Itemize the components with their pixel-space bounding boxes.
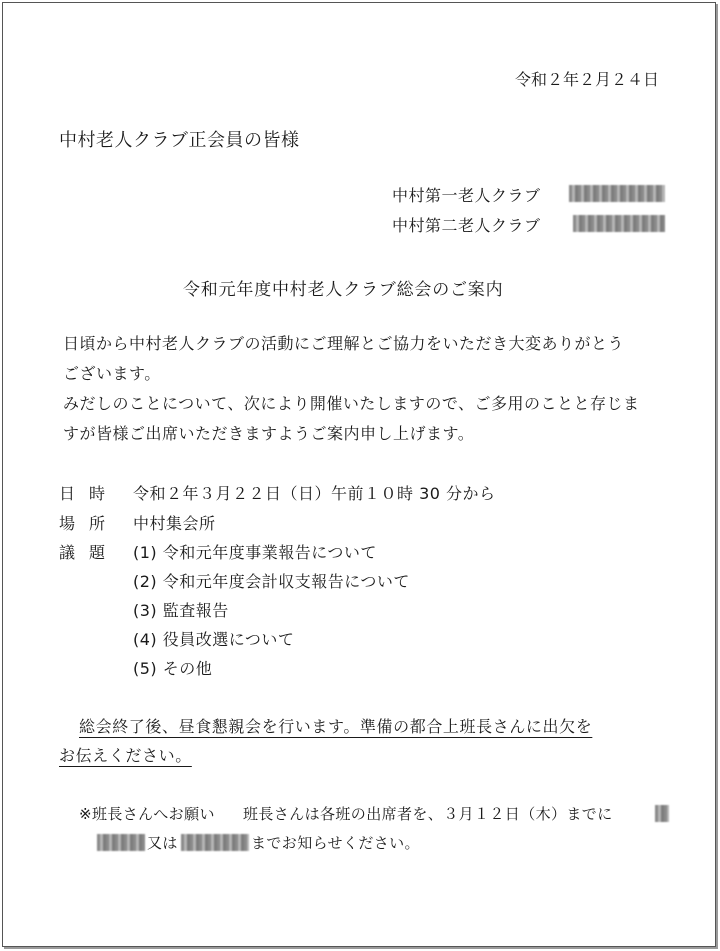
- agenda-item-4: (4) 役員改選について: [133, 630, 295, 649]
- datetime-value: 令和２年３月２２日（日）午前１０時 30 分から: [133, 484, 496, 503]
- footer-note-text: 班長さんは各班の出席者を、３月１２日（木）までに: [243, 805, 613, 823]
- redacted-name-1: [569, 185, 665, 202]
- datetime-label: 日時: [59, 484, 120, 503]
- footer-note-prefix: ※班長さんへお願い: [79, 805, 215, 823]
- agenda-item-3: (3) 監査報告: [133, 601, 229, 620]
- agenda-item-1: (1) 令和元年度事業報告について: [133, 543, 377, 562]
- body-line-1: 日頃から中村老人クラブの活動にご理解とご協力をいただき大変ありがとう: [63, 334, 625, 353]
- agenda-label: 議題: [59, 543, 120, 562]
- place-value: 中村集会所: [133, 514, 216, 533]
- document-page: [2, 2, 716, 947]
- body-line-3: みだしのことについて、次により開催いたしますので、ご多用のことと存じま: [63, 394, 640, 413]
- document-title: 令和元年度中村老人クラブ総会のご案内: [183, 280, 504, 300]
- agenda-item-5: (5) その他: [133, 659, 213, 678]
- sender-2: 中村第二老人クラブ: [392, 216, 541, 235]
- document-date: 令和２年２月２４日: [515, 70, 660, 89]
- notice-line-2: お伝えください。: [59, 746, 192, 765]
- addressee: 中村老人クラブ正会員の皆様: [59, 130, 300, 151]
- redacted-contact-1a: [655, 805, 669, 822]
- agenda-item-2: (2) 令和元年度会計収支報告について: [133, 572, 410, 591]
- redacted-contact-1b: [97, 834, 145, 851]
- sender-1: 中村第一老人クラブ: [392, 186, 541, 205]
- body-line-2: ございます。: [63, 364, 161, 383]
- redacted-name-2: [573, 215, 665, 232]
- place-label: 場所: [59, 514, 120, 533]
- footer-note-or: 又は: [147, 834, 178, 852]
- redacted-contact-2: [181, 834, 249, 851]
- footer-note-end: までお知らせください。: [251, 834, 420, 852]
- body-line-4: すが皆様ご出席いただきますようご案内申し上げます。: [63, 424, 475, 443]
- notice-line-1: 総会終了後、昼食懇親会を行います。準備の都合上班長さんに出欠を: [79, 717, 593, 736]
